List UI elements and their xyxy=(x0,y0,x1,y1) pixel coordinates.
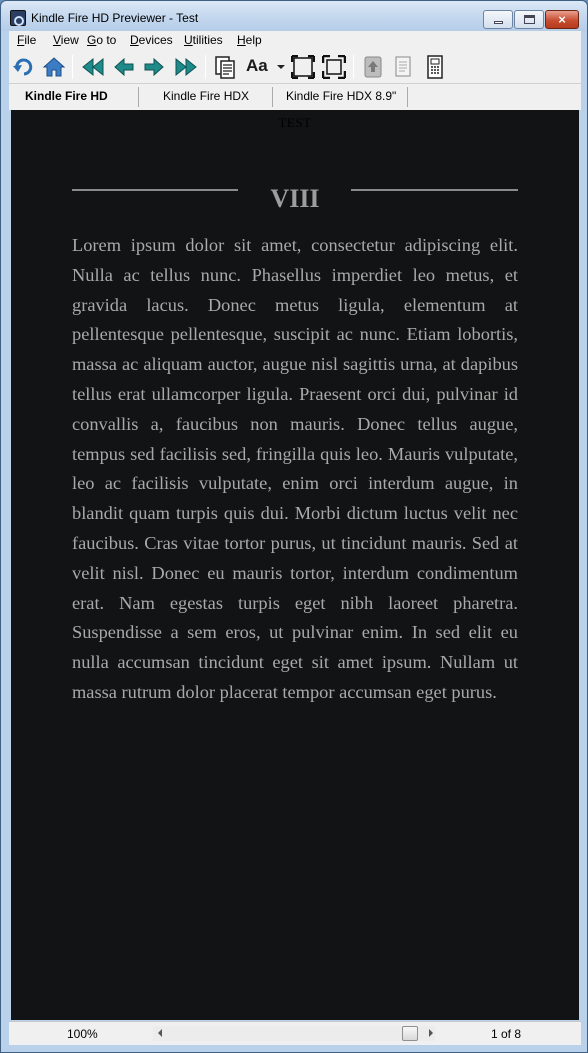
menu-utilities[interactable]: Utilities xyxy=(184,33,223,47)
menu-devices[interactable]: Devices xyxy=(130,33,173,47)
tab-kindle-fire-hdx[interactable]: Kindle Fire HDX xyxy=(163,89,250,103)
maximize-button[interactable] xyxy=(514,10,544,29)
close-icon: × xyxy=(558,12,566,27)
page-scrollbar[interactable] xyxy=(153,1026,435,1041)
device-tabs xyxy=(9,83,581,110)
menu-help[interactable]: Help xyxy=(237,33,262,47)
home-icon[interactable] xyxy=(42,55,66,79)
zoom-level[interactable]: 100% xyxy=(67,1027,98,1041)
window-title: Kindle Fire HD Previewer - Test xyxy=(31,11,199,25)
chevron-down-icon[interactable] xyxy=(277,65,285,69)
upload-icon[interactable] xyxy=(361,55,385,79)
menu-bar xyxy=(9,31,581,50)
menu-goto[interactable]: Go to xyxy=(87,33,117,47)
heading-rule-right xyxy=(351,189,518,191)
font-size-icon[interactable]: Aa xyxy=(246,56,268,75)
device-calculator-icon[interactable] xyxy=(423,55,447,79)
document-header: TEST xyxy=(278,115,312,130)
table-of-contents-icon[interactable] xyxy=(213,55,237,79)
fit-width-icon[interactable] xyxy=(291,55,315,79)
status-bar xyxy=(9,1021,581,1045)
close-button[interactable] xyxy=(545,10,579,29)
menu-file[interactable]: File xyxy=(17,33,37,47)
title-bar[interactable] xyxy=(1,1,587,31)
tab-kindle-fire-hd[interactable]: Kindle Fire HD xyxy=(25,89,108,103)
toolbar-separator xyxy=(353,55,354,79)
body-paragraph: Lorem ipsum dolor sit amet, consectetur adipiscing elit. Nulla ac tellus nunc. Phasellus imperdiet leo metus, et gravida lacus. Donec metus ligula, elementum at pellentesque pellentesque, suscipit ac nunc. Etiam lobortis, massa ac aliquam auctor, augue nisl sagittis urna, at dapibus tellus erat ullamcorper ligula. Praesent orci dui, pulvinar id convallis a, faucibus non mauris. Donec tellus augue, tempus sed facilisis sed, fringilla quis leo. Mauris vulputate, leo ac facilisis vulputate, enim orci interdum augue, in blandit quam turpis quis dui. Morbi dictum luctus velit nec faucibus. Cras vitae tortor purus, ut tincidunt mauris. Sed at velit nisl. Donec eu mauris tortor, interdum condimentum erat. Nam egestas turpis eget nibh laoreet pharetra. Suspendisse a sem eros, ut pulvinar enim. In sed elit eu nulla accumsan tincidunt eget sit amet ipsum. Nullam ut massa rutrum dolor placerat tempor accumsan eget purus. xyxy=(72,235,518,702)
tab-divider xyxy=(407,87,408,107)
menu-view[interactable]: View xyxy=(53,33,79,47)
last-page-icon[interactable] xyxy=(174,55,198,79)
toolbar-separator xyxy=(205,55,206,79)
tab-kindle-fire-hdx-89[interactable]: Kindle Fire HDX 8.9" xyxy=(286,89,397,103)
toolbar xyxy=(9,50,581,83)
minimize-button[interactable] xyxy=(483,10,513,29)
chapter-heading: VIII xyxy=(270,184,320,213)
first-page-icon[interactable] xyxy=(81,55,105,79)
tab-divider xyxy=(138,87,139,107)
app-icon xyxy=(10,10,26,26)
minimize-icon xyxy=(494,21,503,24)
page-indicator: 1 of 8 xyxy=(491,1027,522,1041)
toolbar-separator xyxy=(72,55,73,79)
scrollbar-thumb[interactable] xyxy=(402,1026,418,1041)
scroll-left-icon[interactable] xyxy=(158,1029,162,1037)
reader-view[interactable] xyxy=(11,110,579,1020)
maximize-icon xyxy=(524,15,535,24)
tab-divider xyxy=(272,87,273,107)
full-screen-icon[interactable] xyxy=(322,55,346,79)
scroll-right-icon[interactable] xyxy=(429,1029,433,1037)
copy-page-icon[interactable] xyxy=(391,55,415,79)
previous-page-icon[interactable] xyxy=(112,55,136,79)
next-page-icon[interactable] xyxy=(142,55,166,79)
rotate-icon[interactable] xyxy=(12,55,36,79)
